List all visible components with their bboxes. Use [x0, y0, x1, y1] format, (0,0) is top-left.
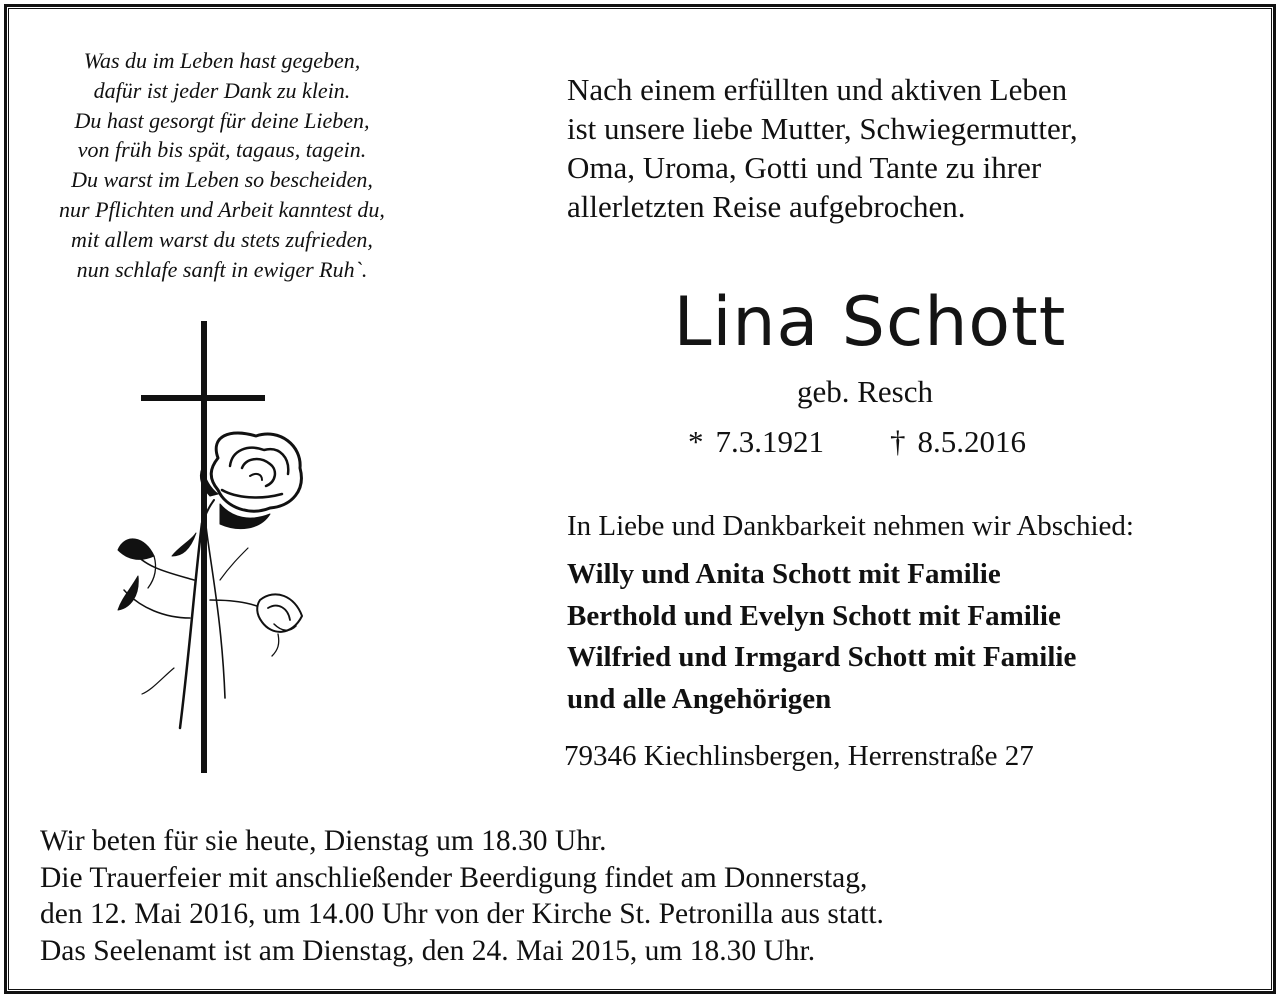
mourners-list	[567, 554, 1076, 720]
poem-line: von früh bis spät, tagaus, tagein.	[77, 137, 367, 163]
intro-line: allerletzten Reise aufgebrochen.	[567, 189, 966, 224]
intro-line: ist unsere liebe Mutter, Schwiegermutter,	[567, 111, 1078, 146]
mourner-entry: Wilfried und Irmgard Schott mit Familie	[567, 641, 1077, 673]
poem-line: Du warst im Leben so bescheiden,	[71, 167, 373, 193]
service-announcements	[40, 823, 884, 969]
death-dagger-icon: †	[890, 424, 906, 459]
service-line: den 12. Mai 2016, um 14.00 Uhr von der Kirche St. Petronilla aus statt.	[40, 898, 884, 930]
cross-and-rose-illustration	[110, 318, 320, 778]
poem-line: nun schlafe sanft in ewiger Ruh`.	[76, 256, 368, 282]
poem-line: mit allem warst du stets zufrieden,	[71, 226, 373, 252]
intro-line: Oma, Uroma, Gotti und Tante zu ihrer	[567, 150, 1042, 185]
family-address: 79346 Kiechlinsbergen, Herrenstraße 27	[564, 740, 1034, 772]
deceased-name: Lina Schott	[673, 283, 1067, 362]
birth-star-icon: *	[688, 424, 704, 459]
birth-date-value: 7.3.1921	[715, 424, 824, 459]
farewell-line: In Liebe und Dankbarkeit nehmen wir Abschied:	[567, 510, 1134, 542]
mourner-entry: Willy und Anita Schott mit Familie	[567, 558, 1001, 590]
poem-line: dafür ist jeder Dank zu klein.	[93, 77, 351, 103]
poem-line: Was du im Leben hast gegeben,	[83, 48, 361, 73]
memorial-poem	[12, 46, 432, 284]
service-line: Wir beten für sie heute, Dienstag um 18.30 Uhr.	[40, 825, 607, 857]
birth-date	[688, 424, 824, 460]
service-line: Das Seelenamt ist am Dienstag, den 24. Mai 2015, um 18.30 Uhr.	[40, 934, 816, 967]
service-line: Die Trauerfeier mit anschließender Beerdigung findet am Donnerstag,	[40, 861, 868, 894]
intro-line: Nach einem erfüllten und aktiven Leben	[567, 72, 1068, 107]
life-dates	[640, 424, 1090, 464]
rose-icon	[118, 433, 302, 728]
death-date	[890, 424, 1026, 460]
cross-icon	[141, 321, 265, 773]
poem-line: Du hast gesorgt für deine Lieben,	[74, 107, 370, 133]
poem-line: nur Pflichten und Arbeit kanntest du,	[59, 196, 385, 222]
mourner-entry: Berthold und Evelyn Schott mit Familie	[567, 599, 1061, 632]
mourner-entry: und alle Angehörigen	[567, 682, 832, 715]
intro-text	[567, 70, 1247, 226]
death-date-value: 8.5.2016	[917, 424, 1026, 459]
maiden-name: geb. Resch	[796, 374, 934, 409]
